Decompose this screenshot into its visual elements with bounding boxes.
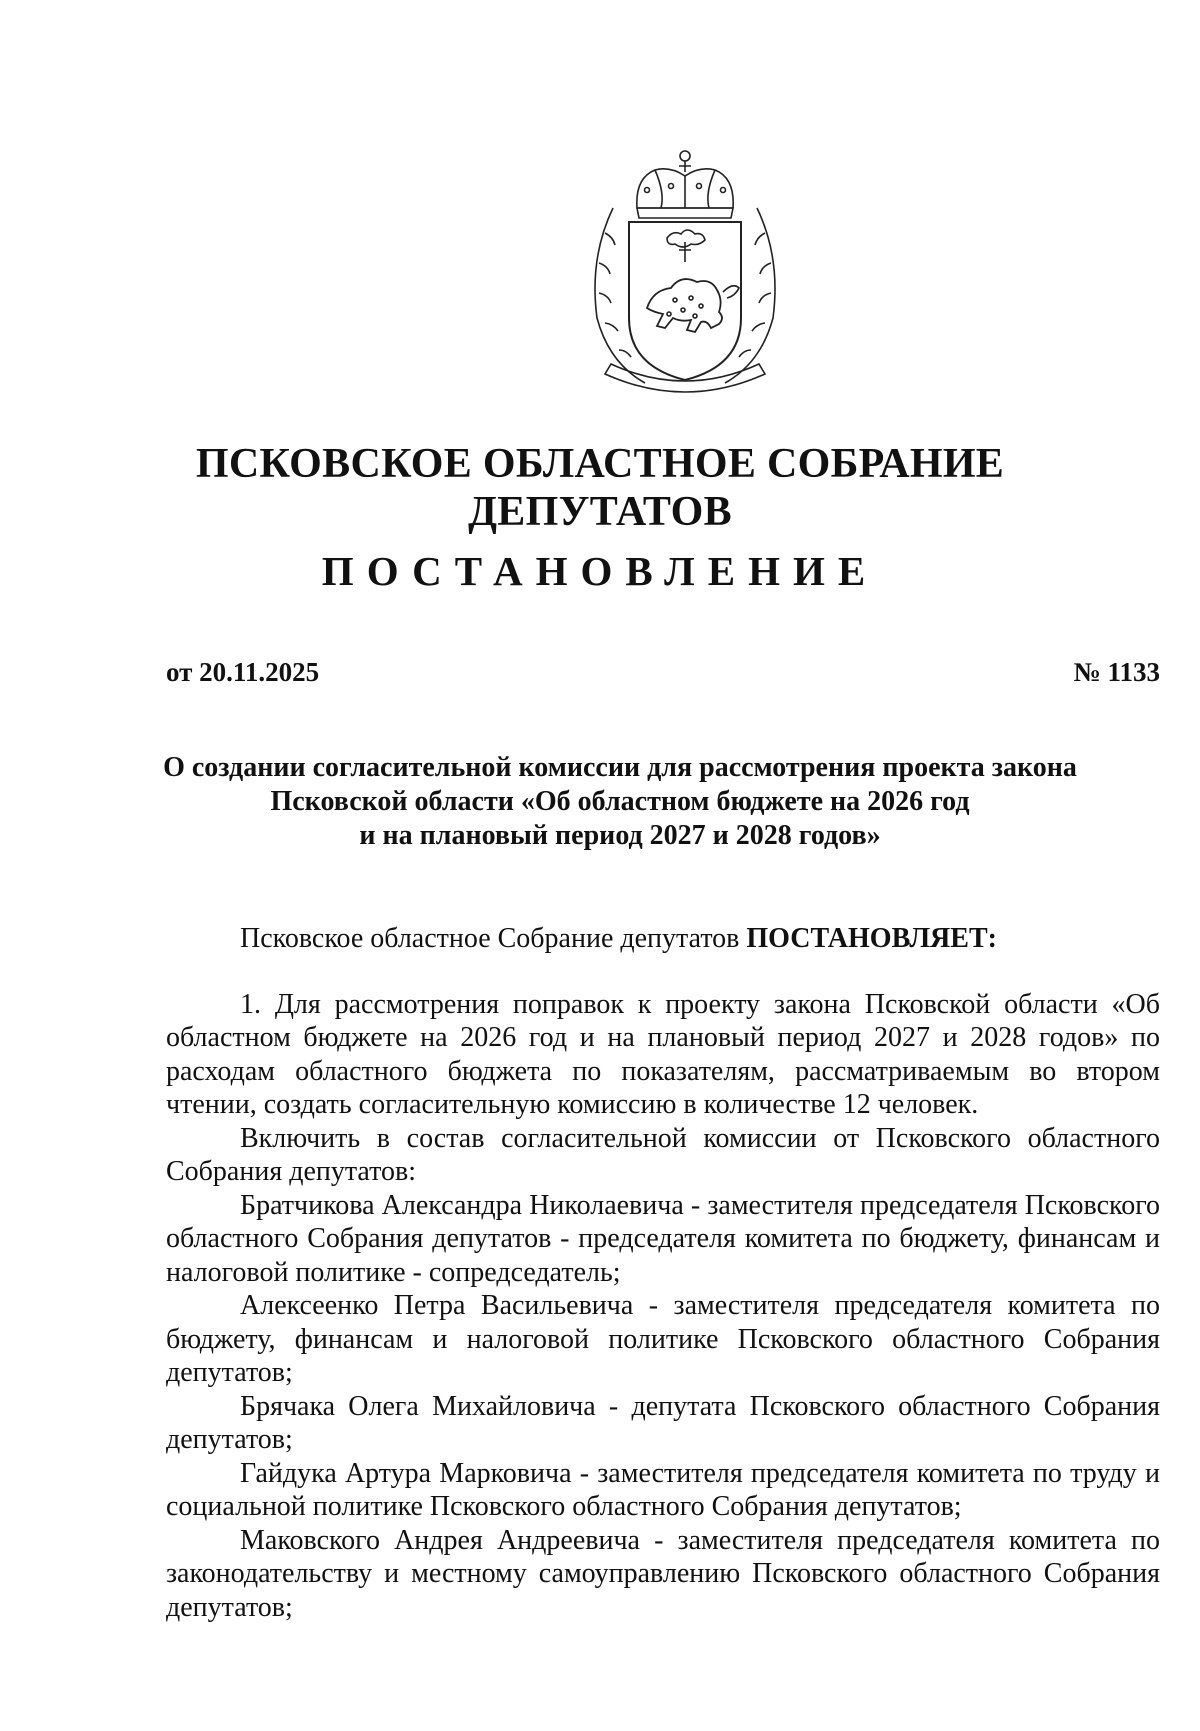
organization-title: ПСКОВСКОЕ ОБЛАСТНОЕ СОБРАНИЕ ДЕПУТАТОВ <box>195 441 1005 535</box>
paragraph-item-1: 1. Для рассмотрения поправок к проекту закона Псковской области «Об областном бюджете на 2026 год и на плановый период 2027 и 2028 годов» по расходам областного бюджета по показателям, рассматриваемым во втором чтении, создать согласительную комиссию в количестве 12 человек. <box>166 988 1160 1120</box>
document-body <box>166 922 1160 1624</box>
member-paragraph: Гайдука Артура Марковича - заместителя председателя комитета по труду и социальной политике Псковского областного Собрания депутатов; <box>166 1457 1160 1522</box>
member-paragraph: Брячака Олега Михайловича - депутата Псковского областного Собрания депутатов; <box>166 1390 1160 1455</box>
member-paragraph: Маковского Андрея Андреевича - заместителя председателя комитета по законодательству и местному самоуправлению Псковского областного Собрания депутатов; <box>166 1524 1160 1623</box>
document-number: № 1133 <box>1073 657 1160 687</box>
document-subject <box>140 751 1100 853</box>
paragraph-include: Включить в состав согласительной комиссии от Псковского областного Собрания депутатов: <box>166 1122 1160 1187</box>
resolution-keyword: ПОСТАНОВЛЯЕТ: <box>746 923 997 954</box>
member-paragraph: Алексеенко Петра Васильевича - заместителя председателя комитета по бюджету, финансам и налоговой политике Псковского областного Собрания депутатов; <box>166 1290 1160 1388</box>
subject-line: и на плановый период 2027 и 2028 годов» <box>359 820 881 851</box>
resolution-intro-text: Псковское областное Собрание депутатов <box>240 923 747 954</box>
resolution-intro <box>166 922 1160 956</box>
document-date: от 20.11.2025 <box>166 657 320 687</box>
member-paragraph: Братчикова Александра Николаевича - заместителя председателя Псковского областного Собрания депутатов - председателя комитета по бюджету, финансам и налоговой политике - сопредседатель; <box>166 1189 1160 1288</box>
document-type-heading: ПОСТАНОВЛЕНИЕ <box>321 548 879 594</box>
subject-line: Псковской области «Об областном бюджете на 2026 год <box>270 786 970 817</box>
subject-line: О создании согласительной комиссии для рассмотрения проекта закона <box>163 752 1077 783</box>
pskov-coat-of-arms-icon <box>575 138 795 408</box>
